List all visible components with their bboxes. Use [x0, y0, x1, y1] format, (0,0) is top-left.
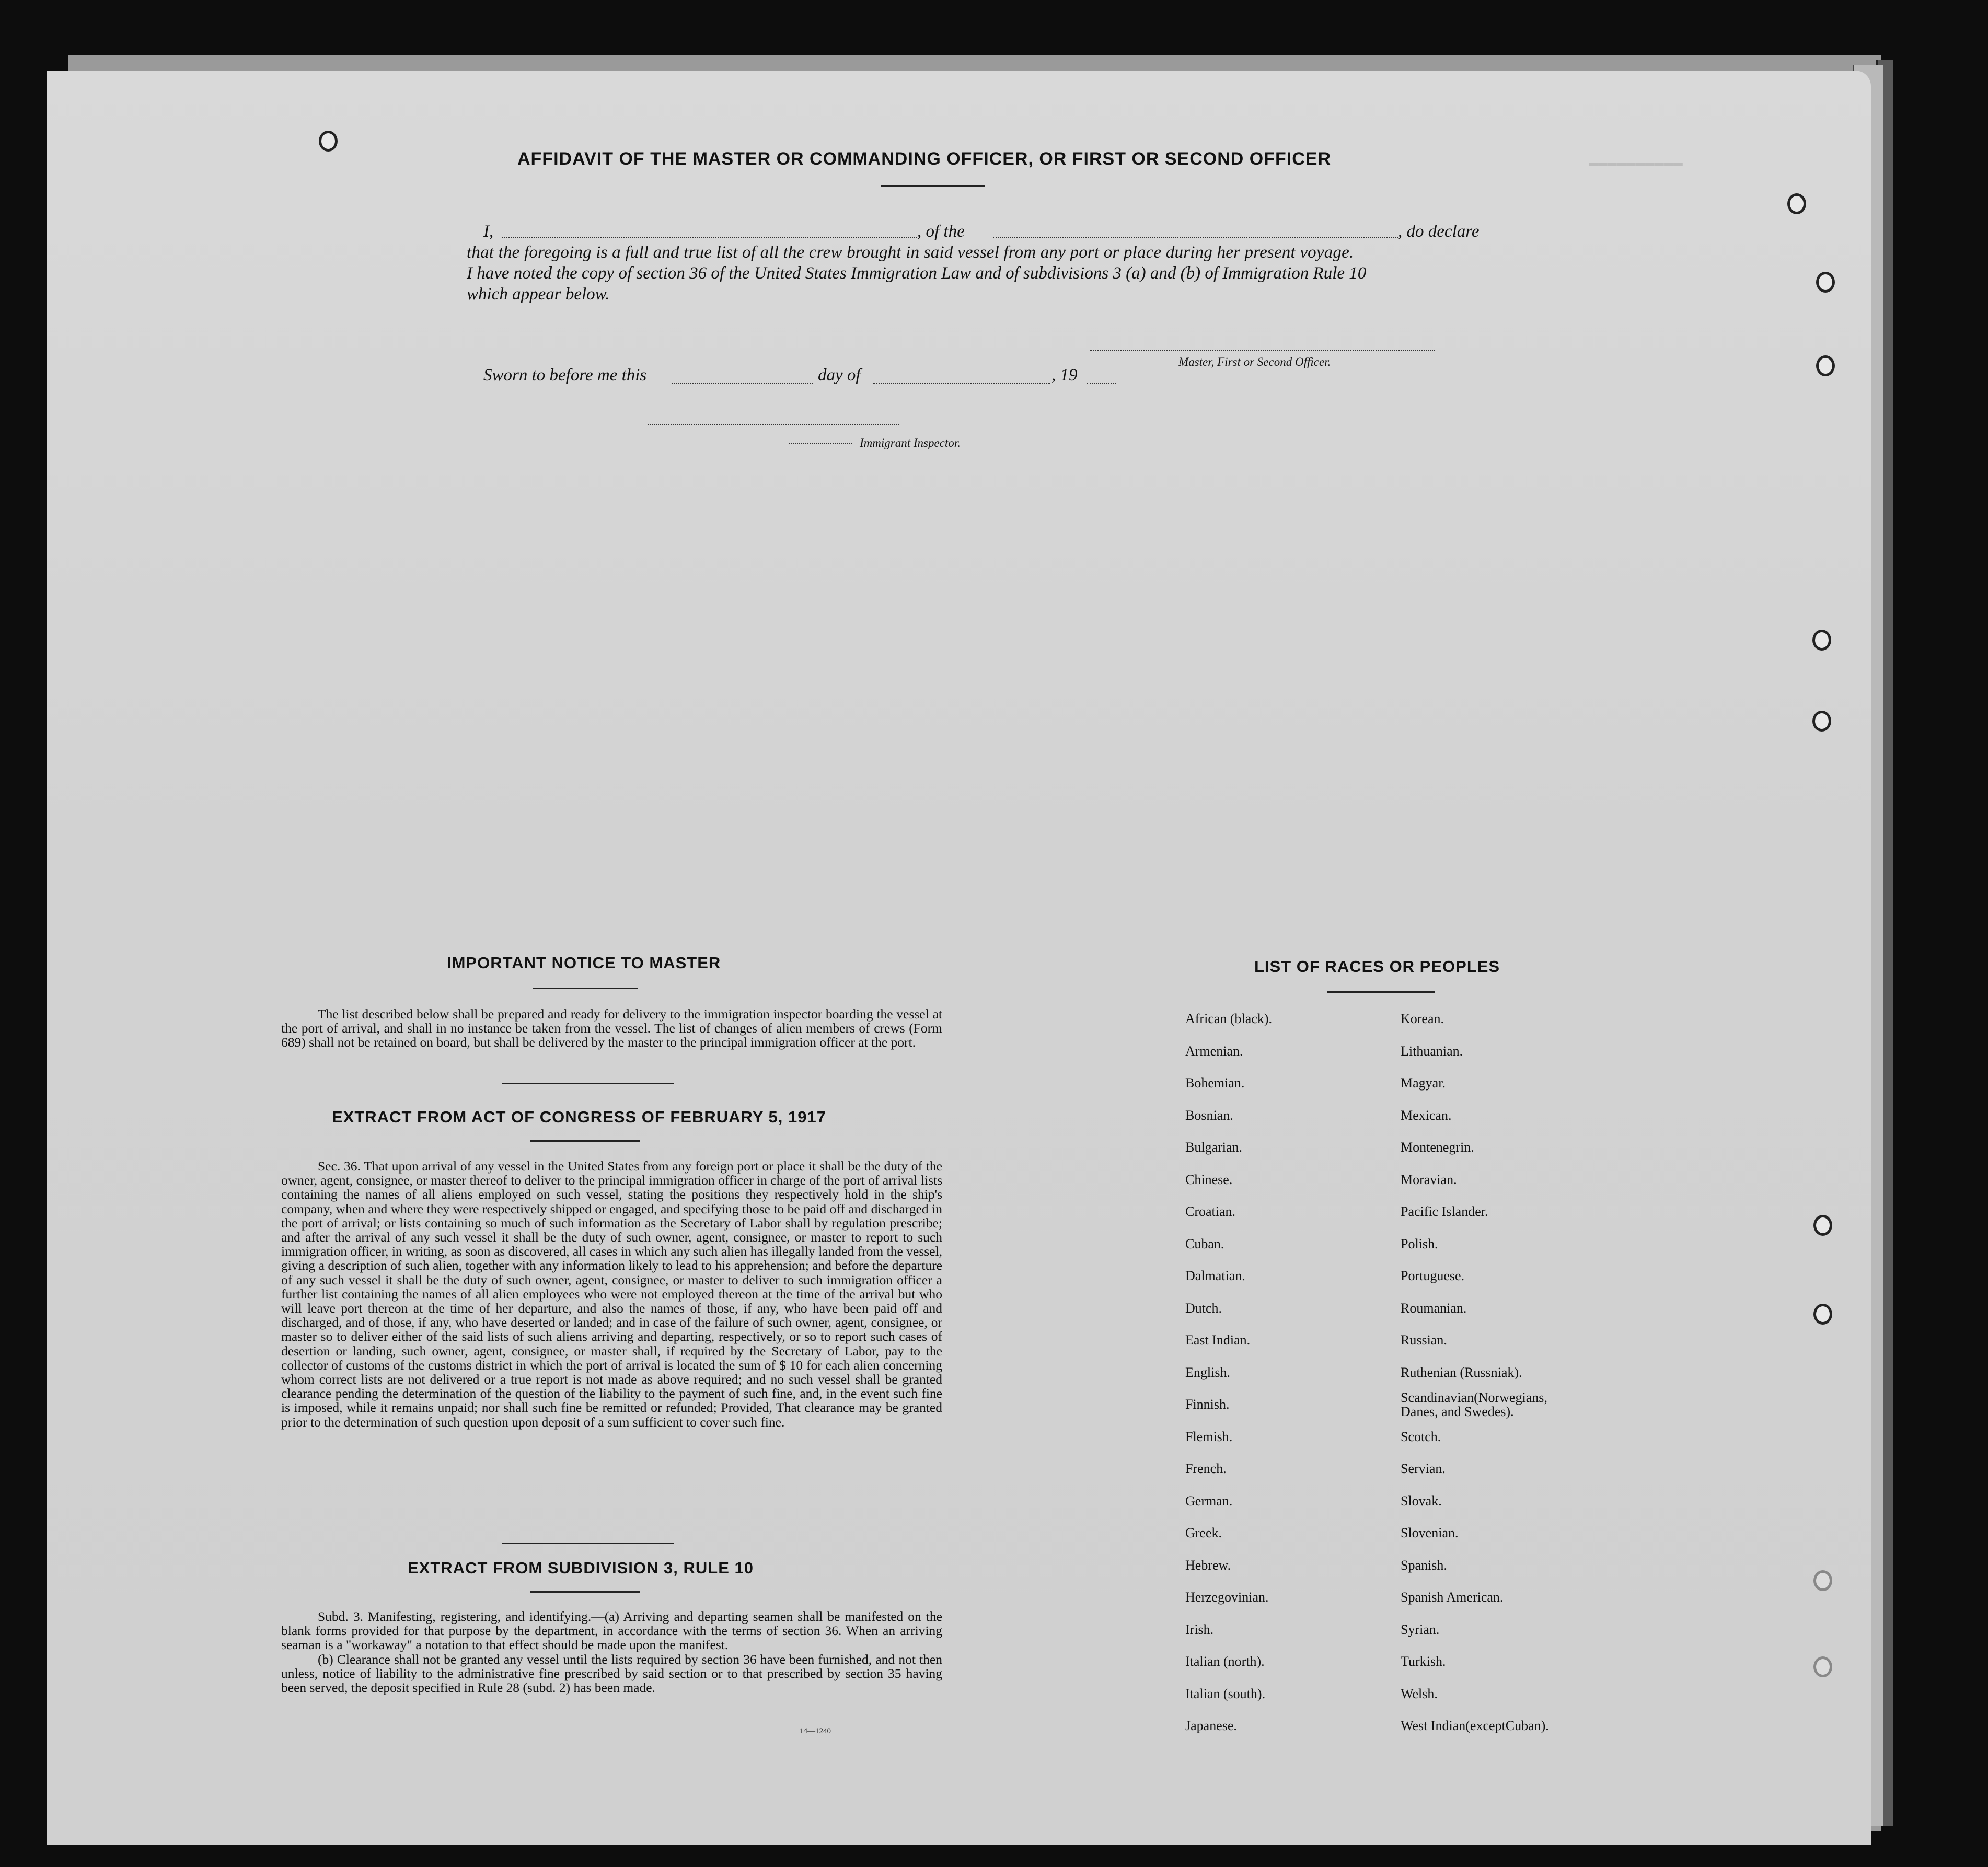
sworn-prefix: Sworn to before me this — [483, 366, 647, 385]
race-item: Hebrew. — [1185, 1557, 1231, 1573]
affidavit-line-3: I have noted the copy of section 36 of the United States Immigration Law and of subdivisions 3 (a) and (b) of Immigration Rule 10 — [467, 264, 1367, 283]
act-paragraph: Sec. 36. That upon arrival of any vessel in the United States from any foreign port or place it shall be the duty of the owner, agent, consignee, or master thereof to deliver to the principal immigration officer in charge of the port of arrival lists containing the names of all aliens employed on such vessel, stating the positions they respectively hold in the ship's company, when and where they were respectively shipped or engaged, and specifying those to be paid off and discharged in the port of arrival; or lists containing so much of such information as the Secretary of Labor shall by regulation prescribe; and after the arrival of any such vessel it shall be the duty of such owner, agent, consignee, or master to report to such immigration officer, in writing, as soon as discovered, all cases in which any such alien has illegally landed from the vessel, giving a description of such alien, together with any information likely to lead to his apprehension; and before the departure of any such vessel it shall be the duty of such owner, agent, consignee, or master to deliver to such immigration officer a further list containing the names of all alien employees who were not employed thereon at the time of the arrival but who will leave port thereon at the time of her departure, and also the names of those, if any, who have been paid off and discharged, and of those, if any, who have deserted or landed; and in case of the failure of such owner, agent, consignee, or master so to deliver either of the said lists of such aliens arriving and departing, respectively, or so to report such cases of desertion or landing, such owner, agent, consignee, or master shall, if required by the Secretary of Labor, pay to the collector of customs of the customs district in which the port of arrival is located the sum of $ 10 for each alien concerning whom correct lists are not delivered or a true report is not made as above required; and no such vessel shall be granted clearance pending the determination of the question of the liability to the payment of such fine, and, in the event such fine is imposed, while it remains unpaid; nor shall such fine be remitted or refunded; Provided, That clearance may be granted prior to the determination of such question upon deposit of a sum sufficient to cover such fine. — [281, 1158, 942, 1430]
rule-divider — [502, 1543, 674, 1544]
race-item: English. — [1185, 1364, 1230, 1380]
affidavit-title: AFFIDAVIT OF THE MASTER OR COMMANDING OFFICER, OR FIRST OR SECOND OFFICER — [517, 149, 1331, 169]
race-item: Welsh. — [1401, 1686, 1438, 1701]
rule-paragraph-a: Subd. 3. Manifesting, registering, and identifying.—(a) Arriving and departing seamen shall be manifested on the blank forms provided for that purpose by the department, in accordance with the terms of section 36. When an arriving seaman is a "workaway" a notation to that effect should be made upon the manifest. — [281, 1609, 942, 1653]
inspector-dash — [789, 443, 852, 444]
race-item: Ruthenian (Russniak). — [1401, 1364, 1522, 1380]
punch-hole — [1813, 1656, 1832, 1677]
race-item: Greek. — [1185, 1525, 1222, 1540]
race-item: Slovak. — [1401, 1493, 1442, 1509]
affidavit-do-declare: , do declare — [1398, 222, 1480, 241]
rule-heading: EXTRACT FROM SUBDIVISION 3, RULE 10 — [408, 1559, 754, 1577]
rule-paragraph-b: (b) Clearance shall not be granted any vessel until the lists required by section 36 have been furnished, and not then unless, notice of liability to the administrative fine prescribed by said section or to that prescribed by section 35 having been served, the deposit specified in Rule 28 (subd. 2) has been made. — [281, 1651, 942, 1696]
notice-rule — [533, 988, 638, 989]
race-item: Korean. — [1401, 1011, 1444, 1026]
race-item: Croatian. — [1185, 1204, 1236, 1219]
affidavit-i: I, — [483, 222, 494, 241]
signature-caption: Master, First or Second Officer. — [1178, 355, 1331, 368]
race-item: West Indian(exceptCuban). — [1401, 1718, 1549, 1733]
notice-paragraph: The list described below shall be prepared and ready for delivery to the immigration inspector boarding the vessel at the port of arrival, and shall in no instance be taken from the vessel. The list of changes of alien members of crews (Form 689) shall not be retained on board, but shall be delivered by the master to the principal immigration officer at the port. — [281, 1006, 942, 1050]
punch-hole — [1787, 193, 1806, 214]
race-item: Pacific Islander. — [1401, 1204, 1488, 1219]
race-item: Japanese. — [1185, 1718, 1237, 1733]
race-item: Finnish. — [1185, 1397, 1230, 1412]
sworn-day-blank[interactable] — [672, 383, 813, 384]
punch-hole — [1813, 1570, 1832, 1591]
race-item: Slovenian. — [1401, 1525, 1459, 1540]
notice-text — [281, 1007, 942, 1050]
race-item: German. — [1185, 1493, 1233, 1509]
race-item: Russian. — [1401, 1332, 1447, 1348]
race-item: Bulgarian. — [1185, 1140, 1243, 1155]
race-item: French. — [1185, 1461, 1227, 1476]
race-item: Italian (south). — [1185, 1686, 1266, 1701]
inspector-signature-blank[interactable] — [648, 424, 899, 425]
race-item: Polish. — [1401, 1236, 1438, 1251]
race-item: Cuban. — [1185, 1236, 1224, 1251]
affidavit-line-2: that the foregoing is a full and true list of all the crew brought in said vessel from any port or place during her present voyage. — [467, 243, 1354, 262]
race-item: Scotch. — [1401, 1429, 1441, 1444]
vessel-blank[interactable] — [993, 237, 1398, 238]
races-heading: LIST OF RACES OR PEOPLES — [1254, 957, 1500, 976]
race-item: Mexican. — [1401, 1107, 1452, 1123]
sworn-month-blank[interactable] — [873, 383, 1050, 384]
act-text — [281, 1159, 942, 1429]
race-item: African (black). — [1185, 1011, 1273, 1026]
rule-heading-rule — [530, 1591, 640, 1593]
sworn-day-of: day of — [818, 366, 861, 385]
race-item: Montenegrin. — [1401, 1140, 1474, 1155]
race-item: Dalmatian. — [1185, 1268, 1245, 1283]
race-item: Dutch. — [1185, 1300, 1222, 1316]
sworn-year: , 19 — [1051, 366, 1078, 385]
inspector-caption: Immigrant Inspector. — [860, 436, 961, 449]
name-blank[interactable] — [502, 237, 917, 238]
form-number: 14—1240 — [800, 1727, 831, 1735]
race-item: Scandinavian(Norwegians, Danes, and Swedes). — [1401, 1390, 1547, 1419]
race-item: Magyar. — [1401, 1075, 1446, 1091]
notice-divider — [502, 1083, 674, 1084]
race-item: Irish. — [1185, 1621, 1214, 1637]
title-rule — [881, 185, 985, 187]
signature-blank[interactable] — [1090, 350, 1435, 351]
race-item: Roumanian. — [1401, 1300, 1467, 1316]
document-page — [47, 71, 1871, 1845]
races-rule — [1327, 991, 1435, 993]
race-item: Herzegovinian. — [1185, 1590, 1269, 1605]
punch-hole — [1812, 630, 1831, 651]
punch-hole — [1816, 355, 1835, 376]
race-item: Armenian. — [1185, 1043, 1243, 1059]
punch-hole — [1812, 711, 1831, 732]
race-item: Spanish. — [1401, 1557, 1447, 1573]
punch-hole — [1816, 272, 1835, 293]
race-item: Moravian. — [1401, 1172, 1457, 1187]
punch-hole — [319, 131, 338, 152]
bleed-through-text: ▬▬▬▬▬▬▬▬▬▬ — [1589, 154, 1683, 172]
race-item: Chinese. — [1185, 1172, 1233, 1187]
sworn-year-blank[interactable] — [1087, 383, 1116, 384]
race-item: East Indian. — [1185, 1332, 1251, 1348]
race-item: Syrian. — [1401, 1621, 1440, 1637]
affidavit-line-4: which appear below. — [467, 285, 610, 304]
notice-heading: IMPORTANT NOTICE TO MASTER — [447, 954, 721, 972]
punch-hole — [1813, 1215, 1832, 1236]
race-item: Bosnian. — [1185, 1107, 1233, 1123]
race-item: Bohemian. — [1185, 1075, 1245, 1091]
race-item: Servian. — [1401, 1461, 1446, 1476]
act-rule — [530, 1140, 640, 1142]
race-item: Lithuanian. — [1401, 1043, 1463, 1059]
race-item: Spanish American. — [1401, 1590, 1504, 1605]
race-item: Portuguese. — [1401, 1268, 1465, 1283]
race-item: Italian (north). — [1185, 1654, 1265, 1669]
race-item: Flemish. — [1185, 1429, 1233, 1444]
punch-hole — [1813, 1304, 1832, 1325]
affidavit-of-the: , of the — [917, 222, 965, 241]
act-heading: EXTRACT FROM ACT OF CONGRESS OF FEBRUARY 5, 1917 — [332, 1108, 826, 1126]
race-item: Turkish. — [1401, 1654, 1446, 1669]
rule-text — [281, 1609, 942, 1695]
